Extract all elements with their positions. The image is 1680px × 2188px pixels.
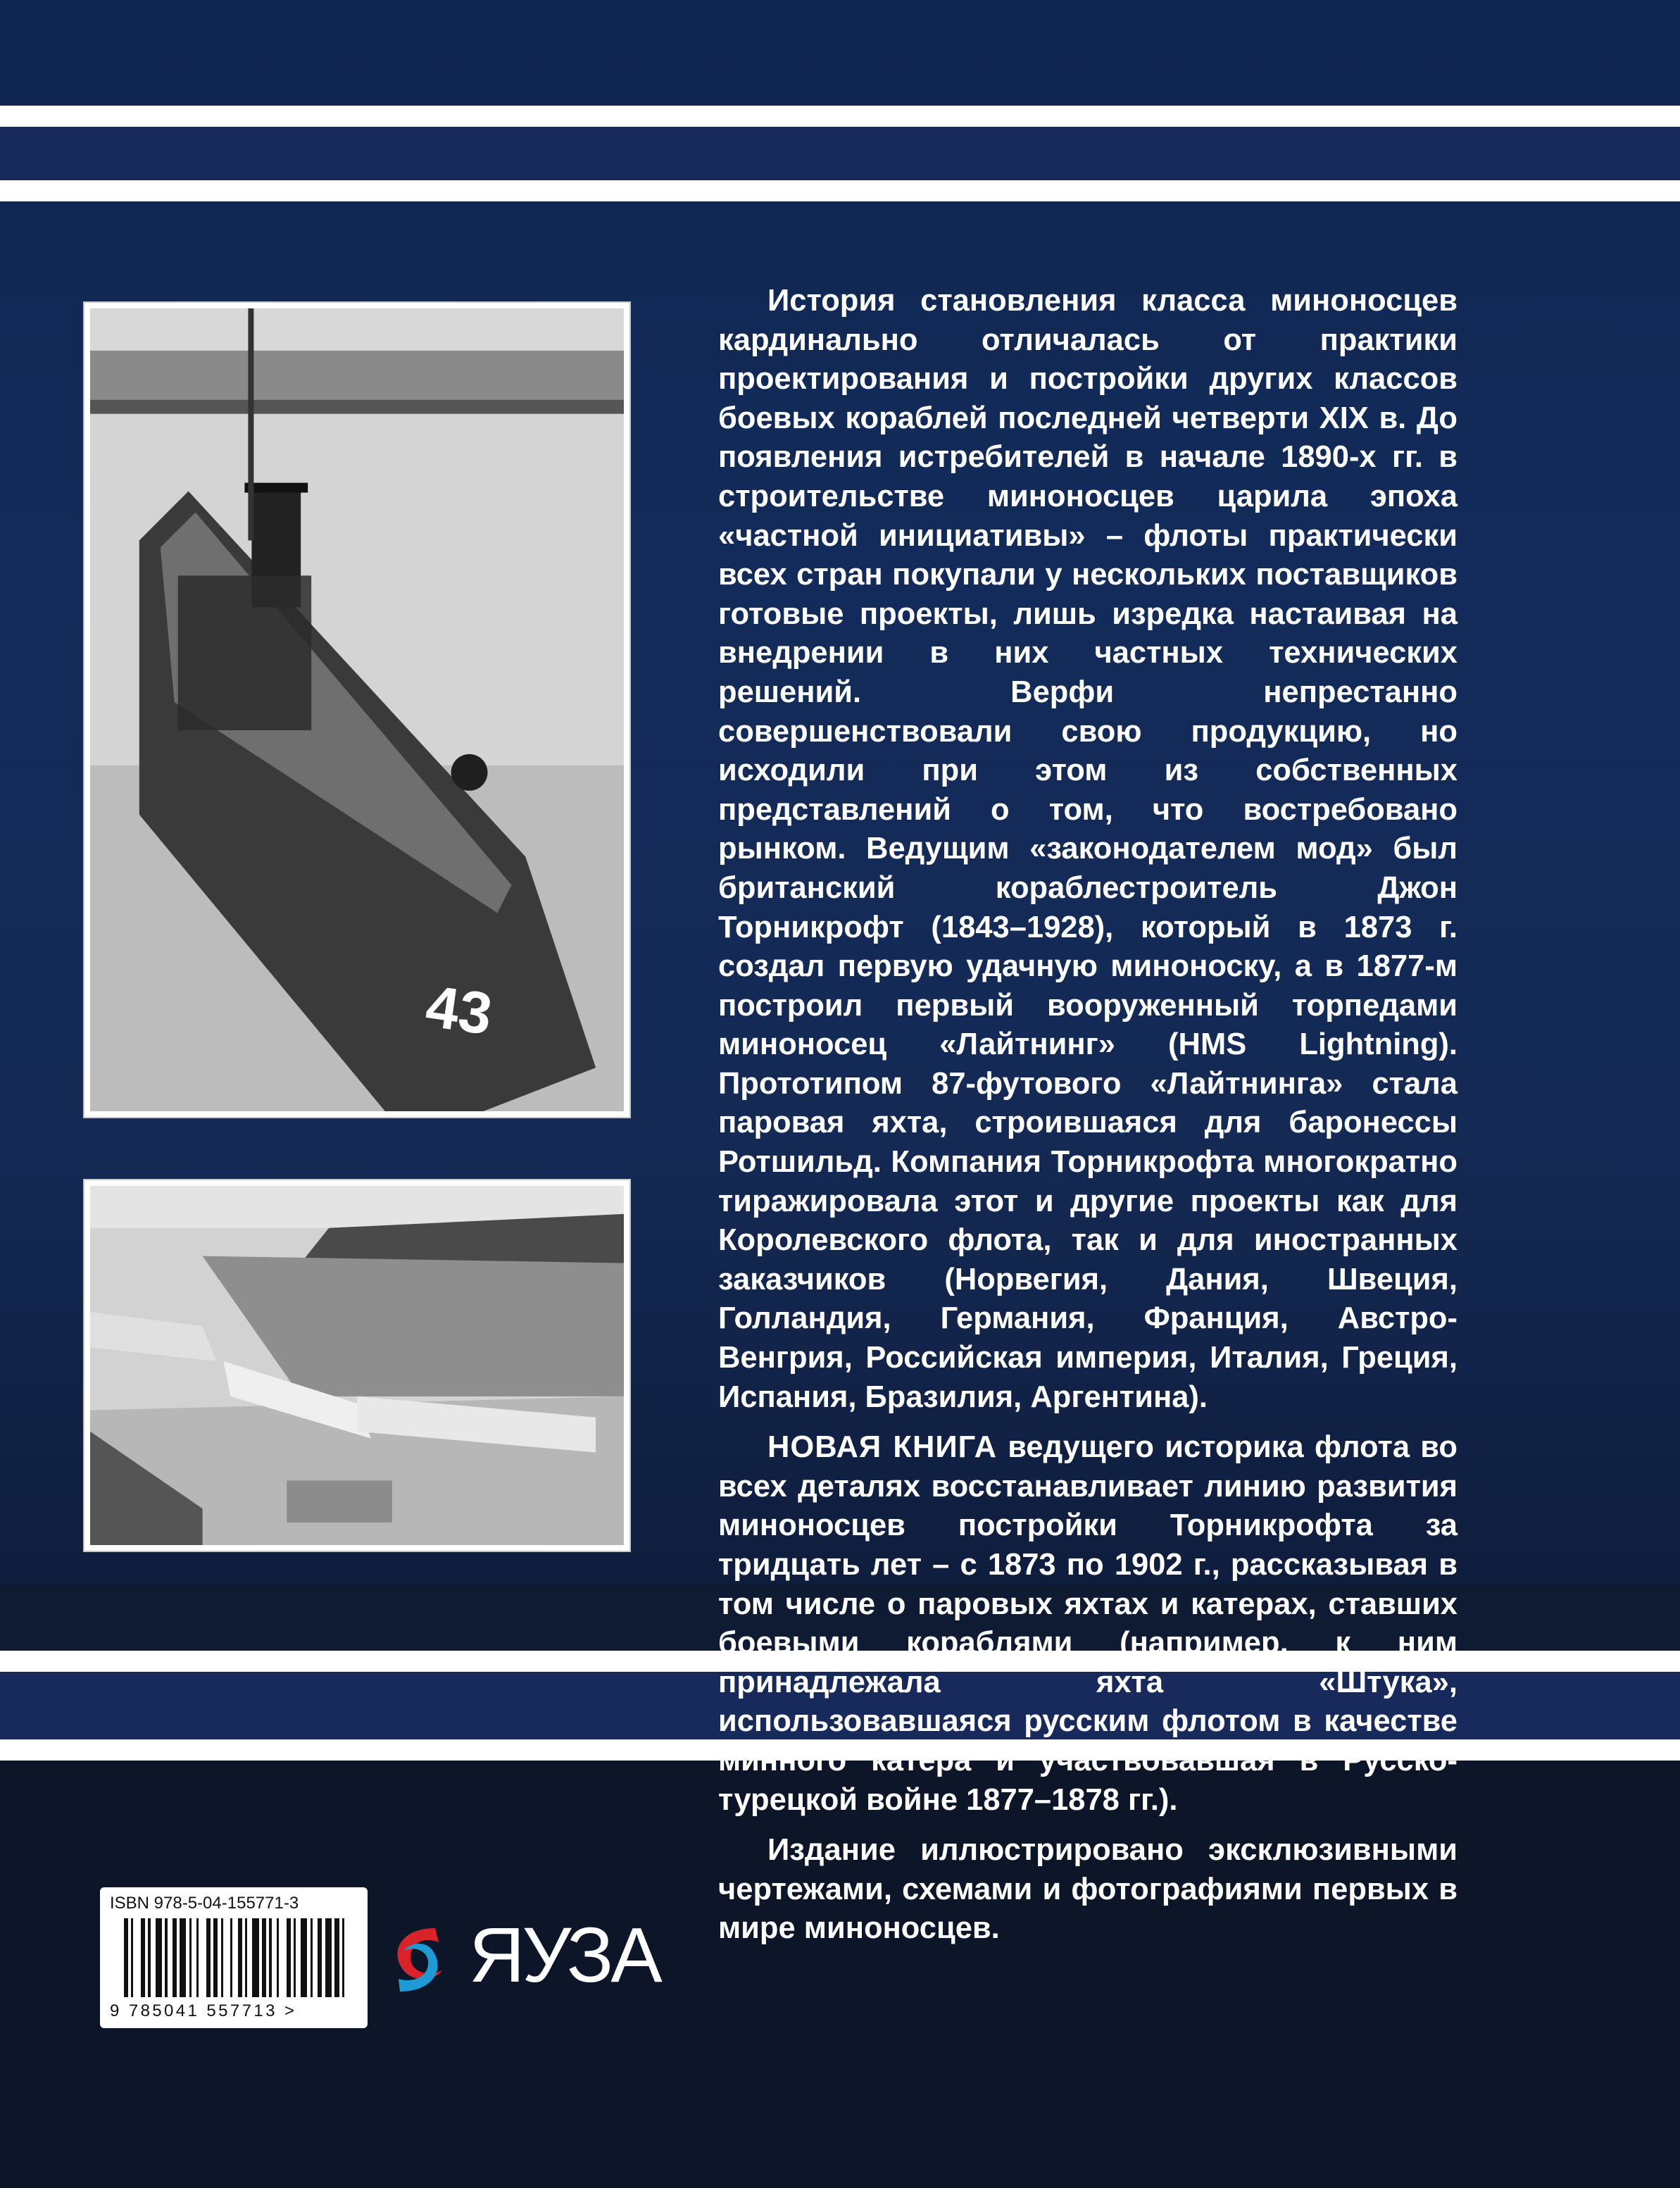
barcode-bar xyxy=(269,1918,271,1997)
barcode-bar xyxy=(165,1918,167,1997)
barcode-bar xyxy=(252,1918,258,1997)
barcode-bar xyxy=(230,1918,232,1997)
barcode-bar xyxy=(173,1918,177,1997)
barcode-bar xyxy=(156,1918,162,1997)
barcode-bar xyxy=(262,1918,266,1997)
barcode-bar xyxy=(131,1918,133,1997)
barcode-bar xyxy=(318,1918,322,1997)
barcode-bar xyxy=(196,1918,199,1997)
barcode xyxy=(124,1918,349,1997)
paragraph-2 xyxy=(718,1428,1458,1820)
isbn-digits: 9 785041 557713 > xyxy=(110,2001,297,2020)
top-navy-stripe xyxy=(0,127,1680,180)
barcode-bar xyxy=(334,1918,339,1997)
hull-number: 43 xyxy=(422,972,496,1048)
barcode-bar xyxy=(325,1918,332,1997)
photo-dry-dock xyxy=(90,1186,624,1545)
barcode-bar xyxy=(277,1918,279,1997)
barcode-bar xyxy=(148,1918,150,1997)
barcode-bar xyxy=(221,1918,223,1997)
photo-torpedo-boat xyxy=(90,308,624,1111)
publisher-logo-icon xyxy=(386,1921,449,1999)
barcode-bar xyxy=(245,1918,247,1997)
top-white-stripe-1 xyxy=(0,106,1680,127)
photo-dry-dock-frame xyxy=(83,1179,631,1552)
barcode-bar xyxy=(287,1918,291,1997)
barcode-bar xyxy=(294,1918,296,1997)
barcode-bar xyxy=(238,1918,242,1997)
barcode-bar xyxy=(301,1918,307,1997)
publisher-name: ЯУЗА xyxy=(469,1912,660,1999)
barcode-bar xyxy=(311,1918,313,1997)
description-text xyxy=(718,282,1458,1960)
barcode-bar xyxy=(213,1918,218,1997)
barcode-bar xyxy=(206,1918,211,1997)
isbn-label: ISBN 978-5-04-155771-3 xyxy=(110,1894,299,1913)
barcode-bar xyxy=(141,1918,145,1997)
paragraph-3: Издание иллюстрировано эксклюзивными чертежами, схемами и фотографиями первых в мире миноносцев. xyxy=(718,1833,1458,1946)
barcode-bar xyxy=(189,1918,192,1997)
barcode-bar xyxy=(180,1918,186,1997)
barcode-bar xyxy=(124,1918,128,1997)
lead-words: НОВАЯ КНИГА xyxy=(767,1430,997,1465)
photo-torpedo-boat-frame xyxy=(83,301,631,1118)
top-white-stripe-2 xyxy=(0,180,1680,201)
paragraph-1: История становления класса миноносцев кардинально отличалась от практики проектирования и постройки других классов боевых кораблей последней четверти XIX в. До появления истребителей в начале 1890-х гг. в строительстве миноносцев царила эпоха «частной инициативы» – флоты практически всех стран покупали у нескольких поставщиков готовые проекты, лишь изредка настаивая на внедрении в них частных технических решений. Верфи непрестанно совершенствовали свою продукцию, но исходили при этом из собственных представлений о том, что востребовано рынком. Ведущим «законодателем мод» был британский кораблестроитель Джон Торникрофт (1843–1928), который в 1873 г. создал первую удачную миноноску, а в 1877-м построил первый вооруженный торпедами миноносец «Лайтнинг» (HMS Lightning). Прототипом 87-футового «Лайтнинга» стала паровая яхта, строившаяся для баронессы Ротшильд. Компания Торникрофта многократно тиражировала этот и другие проекты как для Королевского флота, так и для иностранных заказчиков (Норвегия, Дания, Швеция, Голландия, Германия, Франция, Австро-Венгрия, Российская империя, Италия, Греция, Испания, Бразилия, Аргентина). xyxy=(718,284,1458,1414)
publisher-logo xyxy=(386,1894,660,2021)
isbn-barcode-box xyxy=(100,1887,368,2028)
barcode-bar xyxy=(342,1918,344,1997)
paragraph-2-body: ведущего историка флота во всех деталях восстанавливает линию развития миноносцев постройки Торникрофта за тридцать лет – с 1873 по 1902 г., рассказывая в том числе о паровых яхтах и катерах, ставших боевыми кораблями (например, к ним принадлежала яхта «Штука», использовавшаяся русским флотом в качестве минного катера и участвовавшая в Русско-турецкой войне 1877–1878 гг.). xyxy=(718,1430,1458,1817)
